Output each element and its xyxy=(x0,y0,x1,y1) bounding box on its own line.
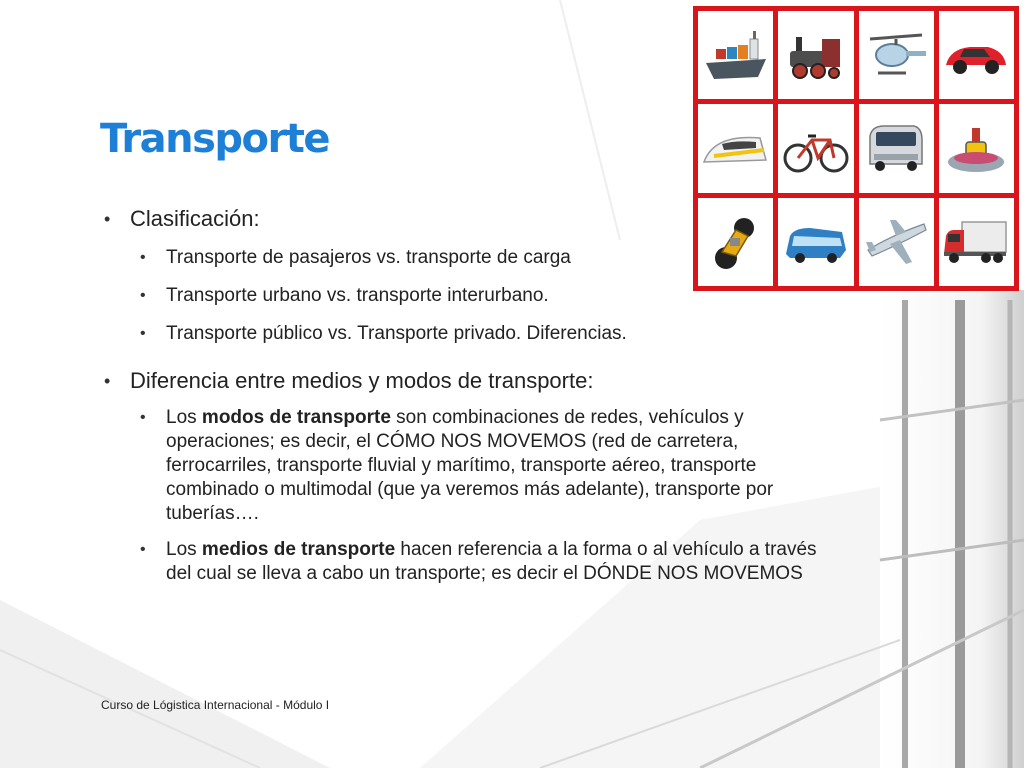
bullet-dot: • xyxy=(104,371,111,391)
slide-title: Transporte xyxy=(100,116,329,162)
bullet-dot: • xyxy=(140,325,146,342)
cell-bicycle xyxy=(778,104,853,192)
keyword-modos: modos de transporte xyxy=(201,407,391,428)
cell-bus xyxy=(778,198,853,286)
bullet-text: Diferencia entre medios y modos de transporte: xyxy=(130,368,594,393)
bullet-dot: • xyxy=(140,287,146,304)
cell-helicopter xyxy=(859,11,934,99)
cell-motorcycle xyxy=(698,198,773,286)
van-icon xyxy=(860,112,932,184)
cell-sports-car xyxy=(939,11,1014,99)
cell-steam-train xyxy=(778,11,853,99)
steam-train-icon xyxy=(780,19,852,91)
sub-bullet-pre: Los xyxy=(166,539,202,560)
bullet-dot: • xyxy=(140,541,146,558)
vehicle-icon-grid xyxy=(693,6,1019,291)
cell-bullet-train xyxy=(698,104,773,192)
cell-truck xyxy=(939,198,1014,286)
bicycle-icon xyxy=(780,112,852,184)
bus-icon xyxy=(780,206,852,278)
keyword-medios: medios de transporte xyxy=(201,539,396,560)
truck-icon xyxy=(940,206,1012,278)
sub-bullet-text: Transporte urbano vs. transporte interurbano. xyxy=(166,285,549,306)
helicopter-icon xyxy=(860,19,932,91)
airplane-icon xyxy=(860,206,932,278)
sub-bullet-medios xyxy=(104,538,826,586)
sub-bullet-post: hacen referencia a la forma o al vehículo a través del cual se lleva a cabo un transporte; es decir el DÓNDE NOS MOVEMOS xyxy=(166,539,817,584)
cell-cargo-ship xyxy=(698,11,773,99)
bullet-medios-modos xyxy=(104,367,824,395)
cell-airplane xyxy=(859,198,934,286)
bullet-dot: • xyxy=(140,409,146,426)
cell-van xyxy=(859,104,934,192)
bullet-dot: • xyxy=(140,249,146,266)
sub-bullet-pre: Los xyxy=(166,407,202,428)
cell-boat xyxy=(939,104,1014,192)
sub-bullet-modos xyxy=(104,406,826,526)
bullet-train-icon xyxy=(700,112,772,184)
sub-bullet-post: son combinaciones de redes, vehículos y operaciones; es decir, el CÓMO NOS MOVEMOS (red de carretera, ferrocarriles, transporte fluvial y marítimo, transporte aéreo, transporte combinado o multimodal (que ya veremos más adelante), transporte por tuberías…. xyxy=(166,407,774,524)
sub-bullet-text: Transporte de pasajeros vs. transporte de carga xyxy=(166,247,571,268)
boat-icon xyxy=(940,112,1012,184)
sports-car-icon xyxy=(940,19,1012,91)
sub-bullet-text: Transporte público vs. Transporte privado. Diferencias. xyxy=(166,323,627,344)
cargo-ship-icon xyxy=(700,19,772,91)
slide-footer: Curso de Lógistica Internacional - Módulo I xyxy=(101,698,330,712)
bullet-dot: • xyxy=(104,209,111,229)
bullet-text: Clasificación: xyxy=(130,206,260,231)
sub-bullet-publico-privado xyxy=(104,322,824,346)
motorcycle-icon xyxy=(700,206,772,278)
